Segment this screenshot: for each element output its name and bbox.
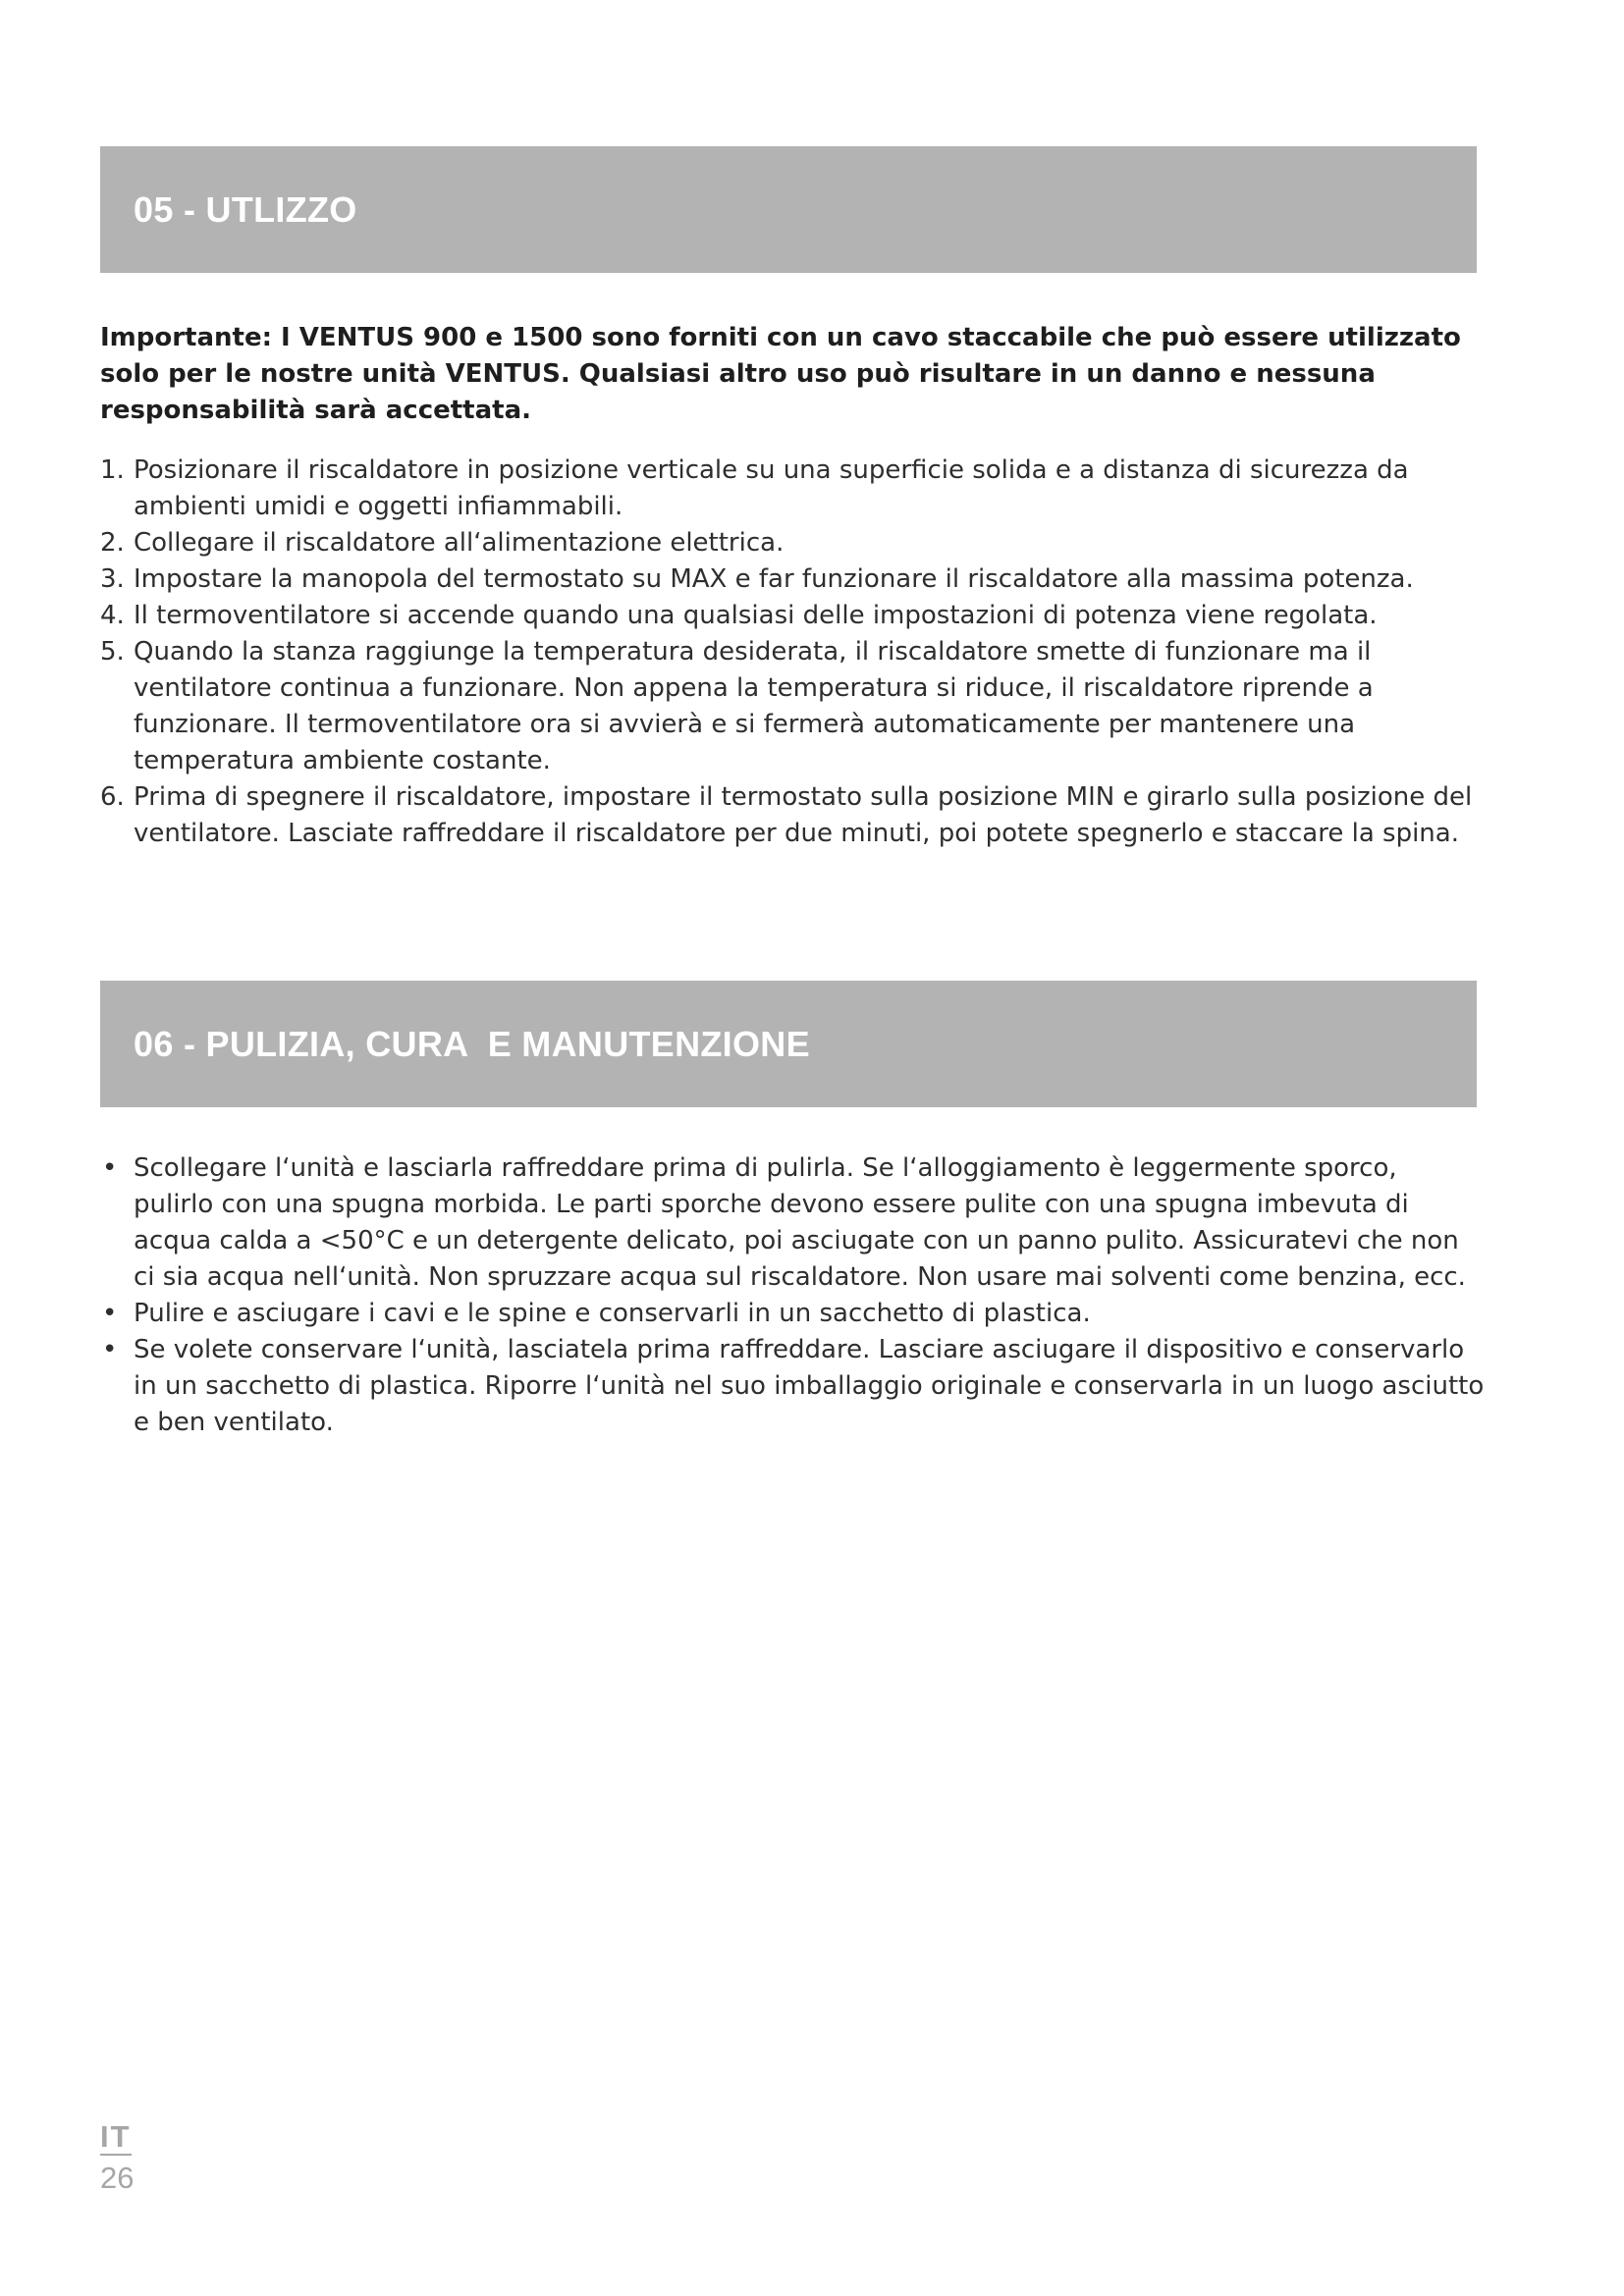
bullet-text: Scollegare l‘unità e lasciarla raffreddare prima di pulirla. Se l‘alloggiamento è leggermente sporco, pulirlo con una spugna morbida. Le parti sporche devono essere pulite con una spugna imbevuta di acqua calda a <50°C e un detergente delicato, poi asciugate con un panno pulito. Assicuratevi che non ci sia acqua nell‘unità. Non spruzzare acqua sul riscaldatore. Non usare mai solventi come benzina, ecc. — [134, 1153, 1466, 1292]
bullet-text: Pulire e asciugare i cavi e le spine e conservarli in un sacchetto di plastica. — [134, 1299, 1091, 1328]
section-title-utilizzo: 05 - UTLIZZO — [134, 188, 357, 230]
list-item — [100, 1150, 1485, 1296]
list-item — [100, 598, 1485, 634]
list-item — [100, 561, 1485, 598]
usage-steps-list — [100, 453, 1485, 852]
bullet-icon: • — [102, 1153, 118, 1183]
step-number: 3. — [100, 564, 125, 594]
step-number: 5. — [100, 637, 125, 667]
language-code: IT — [100, 2119, 132, 2154]
list-item — [100, 453, 1485, 525]
list-item — [100, 1296, 1485, 1332]
step-number: 2. — [100, 528, 125, 558]
bullet-icon: • — [102, 1299, 118, 1328]
step-text: Quando la stanza raggiunge la temperatura desiderata, il riscaldatore smette di funzionare ma il ventilatore continua a funzionare. Non appena la temperatura si riduce, il riscaldatore riprende a funzionare. Il termoventilatore ora si avvierà e si fermerà automaticamente per mantenere una temperatura ambiente costante. — [134, 637, 1374, 775]
step-text: Impostare la manopola del termostato su MAX e far funzionare il riscaldatore alla massima potenza. — [134, 564, 1414, 594]
bullet-text: Se volete conservare l‘unità, lasciatela prima raffreddare. Lasciare asciugare il dispositivo e conservarlo in un sacchetto di plastica. Riporre l‘unità nel suo imballaggio originale e conservarla in un luogo asciutto e ben ventilato. — [134, 1335, 1485, 1437]
step-number: 4. — [100, 601, 125, 630]
step-text: Il termoventilatore si accende quando una qualsiasi delle impostazioni di potenza viene regolata. — [134, 601, 1378, 630]
list-item — [100, 779, 1485, 852]
step-number: 1. — [100, 455, 125, 485]
page-number: 26 — [100, 2161, 135, 2195]
section-header-utilizzo — [100, 146, 1477, 273]
step-text: Posizionare il riscaldatore in posizione verticale su una superficie solida e a distanza di sicurezza da ambienti umidi e oggetti infiammabili. — [134, 455, 1409, 521]
important-notice: Importante: I VENTUS 900 e 1500 sono forniti con un cavo staccabile che può essere utilizzato solo per le nostre unità VENTUS. Qualsiasi altro uso può risultare in un danno e nessuna responsabilità sarà accettata. — [100, 323, 1461, 425]
list-item — [100, 1332, 1485, 1441]
list-item — [100, 634, 1485, 779]
bullet-icon: • — [102, 1335, 118, 1364]
list-item — [100, 525, 1485, 561]
section-title-pulizia: 06 - PULIZIA, CURA E MANUTENZIONE — [134, 1023, 810, 1064]
step-number: 6. — [100, 782, 125, 812]
section-header-pulizia — [100, 981, 1477, 1107]
step-text: Collegare il riscaldatore all‘alimentazione elettrica. — [134, 528, 785, 558]
step-text: Prima di spegnere il riscaldatore, impostare il termostato sulla posizione MIN e girarlo sulla posizione del ventilatore. Lasciate raffreddare il riscaldatore per due minuti, poi potete spegnerlo e staccare la spina. — [134, 782, 1473, 848]
cleaning-bullets-list — [100, 1150, 1485, 1441]
